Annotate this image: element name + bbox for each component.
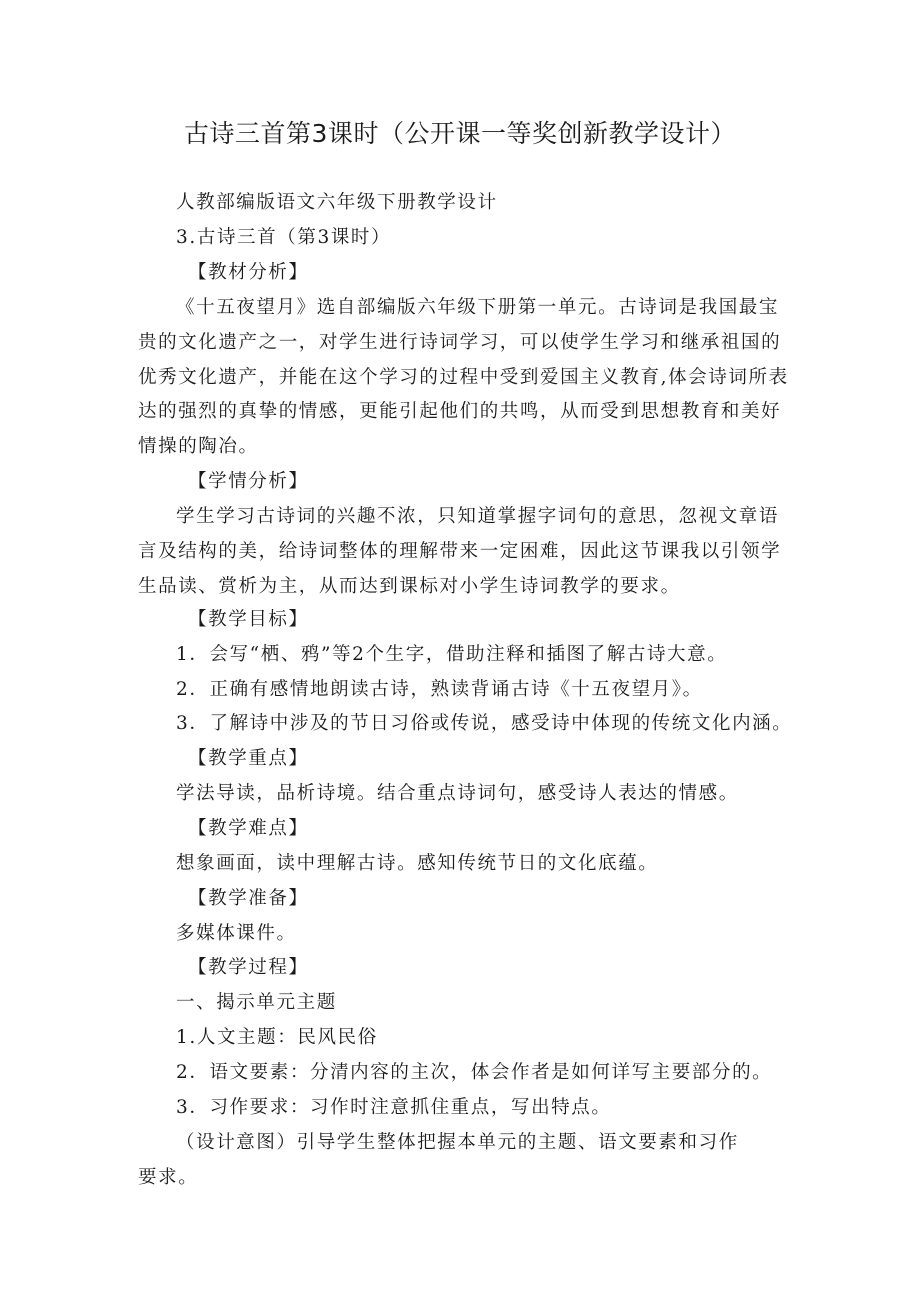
- textbook-info: 人教部编版语文六年级下册教学设计: [176, 192, 498, 213]
- paragraph-line: 言及结构的美，给诗词整体的理解带来一定困难，因此这节课我以引领学: [138, 541, 782, 562]
- design-intent-continued: 要求。: [138, 1167, 199, 1188]
- paragraph-line: 学法导读，品析诗境。结合重点诗词句，感受诗人表达的情感。: [176, 783, 739, 804]
- paragraph-line: 想象画面，读中理解古诗。感知传统节日的文化底蕴。: [176, 853, 659, 874]
- list-item: 2．语文要素：分清内容的主次，体会作者是如何详写主要部分的。: [176, 1062, 773, 1083]
- section-heading-student-analysis: 【学情分析】: [188, 471, 309, 492]
- list-item: 3．了解诗中涉及的节日习俗或传说，感受诗中体现的传统文化内涵。: [176, 713, 793, 734]
- section-heading-difficult-points: 【教学难点】: [188, 818, 309, 839]
- document-title: 古诗三首第3课时（公开课一等奖创新教学设计）: [184, 119, 736, 148]
- lesson-title: 3.古诗三首（第3课时）: [176, 227, 392, 248]
- paragraph-line: 生品读、赏析为主，从而达到课标对小学生诗词教学的要求。: [138, 576, 681, 597]
- paragraph-line: 《十五夜望月》选自部编版六年级下册第一单元。古诗词是我国最宝: [176, 297, 780, 318]
- section-heading-teaching-process: 【教学过程】: [188, 957, 309, 978]
- paragraph-line: 学生学习古诗词的兴趣不浓，只知道掌握字词句的意思，忽视文章语: [176, 506, 780, 527]
- paragraph-line: 优秀文化遗产，并能在这个学习的过程中受到爱国主义教育,体会诗词所表: [138, 367, 789, 388]
- list-item: 1.人文主题：民风民俗: [176, 1027, 378, 1048]
- paragraph-line: 达的强烈的真挚的情感，更能引起他们的共鸣，从而受到思想教育和美好: [138, 401, 782, 422]
- paragraph-line: 多媒体课件。: [176, 923, 297, 944]
- section-heading-preparation: 【教学准备】: [188, 888, 309, 909]
- section-heading-textbook-analysis: 【教材分析】: [188, 262, 309, 283]
- section-heading-teaching-objectives: 【教学目标】: [188, 609, 309, 630]
- paragraph-line: 贵的文化遗产之一，对学生进行诗词学习，可以使学生学习和继承祖国的: [138, 332, 782, 353]
- section-heading-key-points: 【教学重点】: [188, 748, 309, 769]
- subsection-heading: 一、揭示单元主题: [176, 992, 337, 1013]
- design-intent: （设计意图）引导学生整体把握本单元的主题、语文要素和习作: [176, 1132, 739, 1153]
- list-item: 1．会写“栖、鸦”等2个生字，借助注释和插图了解古诗大意。: [176, 644, 728, 665]
- list-item: 2．正确有感情地朗读古诗，熟读背诵古诗《十五夜望月》。: [176, 679, 703, 700]
- paragraph-line: 情操的陶冶。: [138, 436, 259, 457]
- list-item: 3．习作要求：习作时注意抓住重点，写出特点。: [176, 1097, 612, 1118]
